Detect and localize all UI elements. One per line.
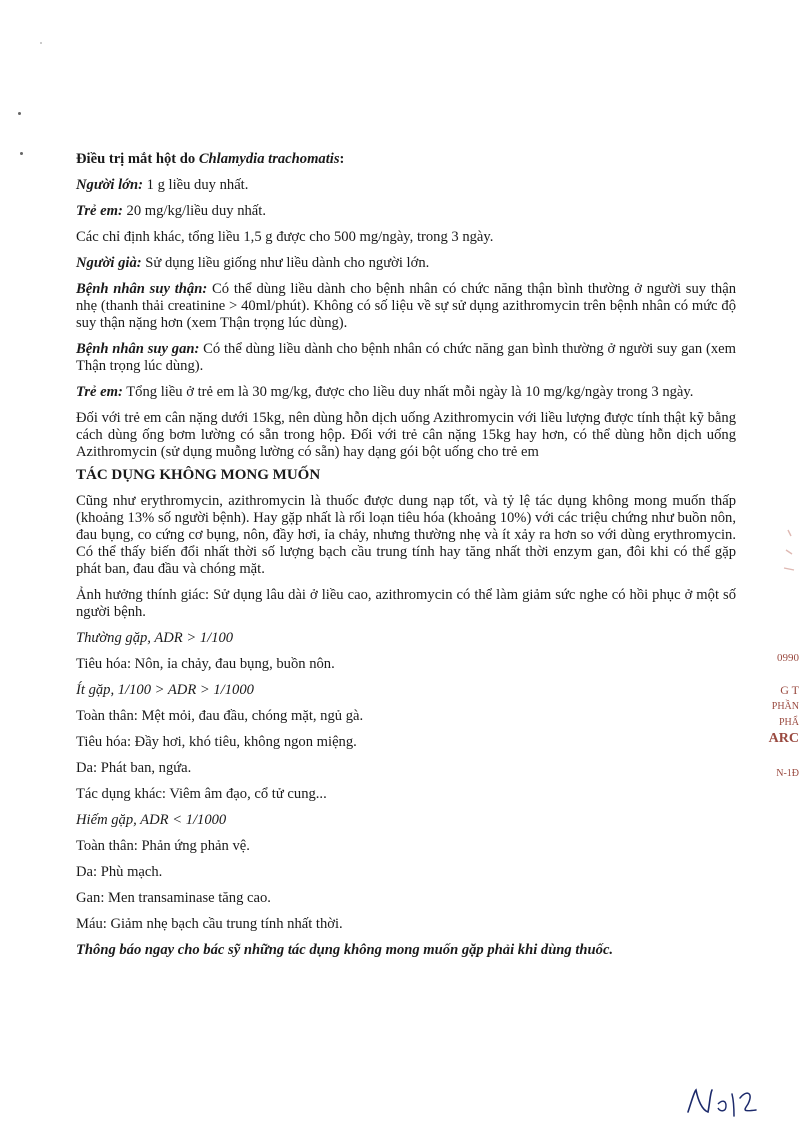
common-item: Tiêu hóa: Nôn, ỉa chảy, đau bụng, buồn nôn.	[76, 656, 335, 672]
text-hepatic: Có thể dùng liều dành cho bệnh nhân có chức năng gan bình thường ở người suy gan (xem Thận trọng lúc dùng).	[76, 341, 736, 374]
margin-speck	[18, 112, 21, 115]
title-italic: Chlamydia trachomatis	[198, 151, 340, 167]
paragraph-hepatic	[76, 341, 736, 375]
notice-statement: Thông báo ngay cho bác sỹ những tác dụng không mong muốn gặp phải khi dùng thuốc.	[76, 942, 614, 958]
handwritten-page-mark	[682, 1082, 772, 1122]
document-body	[76, 151, 736, 968]
uncommon-item: Tiêu hóa: Đầy hơi, khó tiêu, không ngon miệng.	[76, 734, 357, 750]
label-hepatic: Bệnh nhân suy gan:	[76, 341, 200, 357]
paragraph-renal	[76, 281, 736, 332]
paragraph-children-dose	[76, 384, 736, 401]
rare-item: Da: Phù mạch.	[76, 864, 163, 880]
paragraph-children	[76, 203, 736, 220]
frequency-uncommon: Ít gặp, 1/100 > ADR > 1/1000	[76, 682, 254, 698]
stamp-text: ARC	[768, 731, 799, 746]
text-children-dose: Tổng liều ở trẻ em là 30 mg/kg, được cho liều duy nhất mỗi ngày là 10 mg/kg/ngày trong 3 ngày.	[122, 384, 694, 400]
label-renal: Bệnh nhân suy thận:	[76, 281, 208, 297]
paragraph-elderly	[76, 255, 736, 272]
section-heading-adverse-effects: TÁC DỤNG KHÔNG MONG MUỐN	[76, 467, 321, 483]
label-adults: Người lớn:	[76, 177, 143, 193]
frequency-common: Thường gặp, ADR > 1/100	[76, 630, 234, 646]
frequency-rare: Hiếm gặp, ADR < 1/1000	[76, 812, 227, 828]
stamp-text: 0990	[777, 652, 799, 664]
paragraph-adults	[76, 177, 736, 194]
paragraph-adverse-overview: Cũng như erythromycin, azithromycin là thuốc được dung nạp tốt, và tỷ lệ tác dụng không mong muốn thấp (khoảng 13% số người bệnh). Hay gặp nhất là rối loạn tiêu hóa (khoảng 10%) với các triệu chứng như buồn nôn, đau bụng, co cứng cơ bụng, nôn, đầy hơi, ỉa chảy, nhưng thường nhẹ và ít xảy ra hơn so với dùng erythromycin. Có thể thấy biến đổi nhất thời số lượng bạch cầu trung tính hay tăng nhất thời enzym gan, đôi khi có thể gặp phát ban, đau đầu và chóng mặt.	[76, 493, 736, 577]
text-adults: 1 g liều duy nhất.	[142, 177, 249, 193]
label-children-dose: Trẻ em:	[76, 384, 123, 400]
title-text: Điều trị mắt hột do	[76, 151, 199, 167]
rare-item: Toàn thân: Phản ứng phản vệ.	[76, 838, 250, 854]
stamp-text: PHẨ	[778, 717, 799, 728]
paragraph-trachoma-title	[76, 151, 736, 168]
uncommon-item: Da: Phát ban, ngứa.	[76, 760, 192, 776]
stamp-text: N-1Đ	[776, 768, 799, 779]
rare-item: Máu: Giảm nhẹ bạch cầu trung tính nhất thời.	[76, 916, 343, 932]
stamp-fragment	[758, 640, 799, 790]
stamp-text: PHẦN	[771, 701, 799, 712]
margin-speck	[20, 152, 23, 155]
margin-smudge	[758, 520, 799, 580]
margin-speck	[40, 42, 42, 44]
text-renal: Có thể dùng liều dành cho bệnh nhân có chức năng thận bình thường ở người suy thận nhẹ (thanh thải creatinine > 40ml/phút). Không có số liệu về sự sử dụng azithromycin trên bệnh nhân có mức độ suy thận nặng hơn (xem Thận trọng lúc dùng).	[76, 281, 736, 331]
text-children: 20 mg/kg/liều duy nhất.	[122, 203, 266, 219]
uncommon-item: Toàn thân: Mệt mỏi, đau đầu, chóng mặt, ngủ gà.	[76, 708, 364, 724]
paragraph-children-weight: Đối với trẻ em cân nặng dưới 15kg, nên dùng hỗn dịch uống Azithromycin với liều lượng được tính thật kỹ bằng cách dùng ống bơm lường có sẵn trong hộp. Đối với trẻ cân nặng 15kg hay hơn, có thể dùng hỗn dịch uống Azithromycin (sử dụng muỗng lường có sẵn) hay dạng gói bột uống cho trẻ em	[76, 410, 736, 460]
text-elderly: Sử dụng liều giống như liều dành cho người lớn.	[141, 255, 430, 271]
paragraph-hearing: Ảnh hưởng thính giác: Sử dụng lâu dài ở liều cao, azithromycin có thể làm giảm sức nghe có hồi phục ở một số người bệnh.	[76, 587, 736, 620]
label-elderly: Người già:	[76, 255, 142, 271]
label-children: Trẻ em:	[76, 203, 123, 219]
paragraph-other-indications: Các chỉ định khác, tổng liều 1,5 g được cho 500 mg/ngày, trong 3 ngày.	[76, 229, 494, 245]
title-tail: :	[339, 151, 345, 167]
stamp-text: G T	[780, 683, 799, 697]
rare-item: Gan: Men transaminase tăng cao.	[76, 890, 271, 906]
uncommon-item: Tác dụng khác: Viêm âm đạo, cổ tử cung...	[76, 786, 327, 802]
